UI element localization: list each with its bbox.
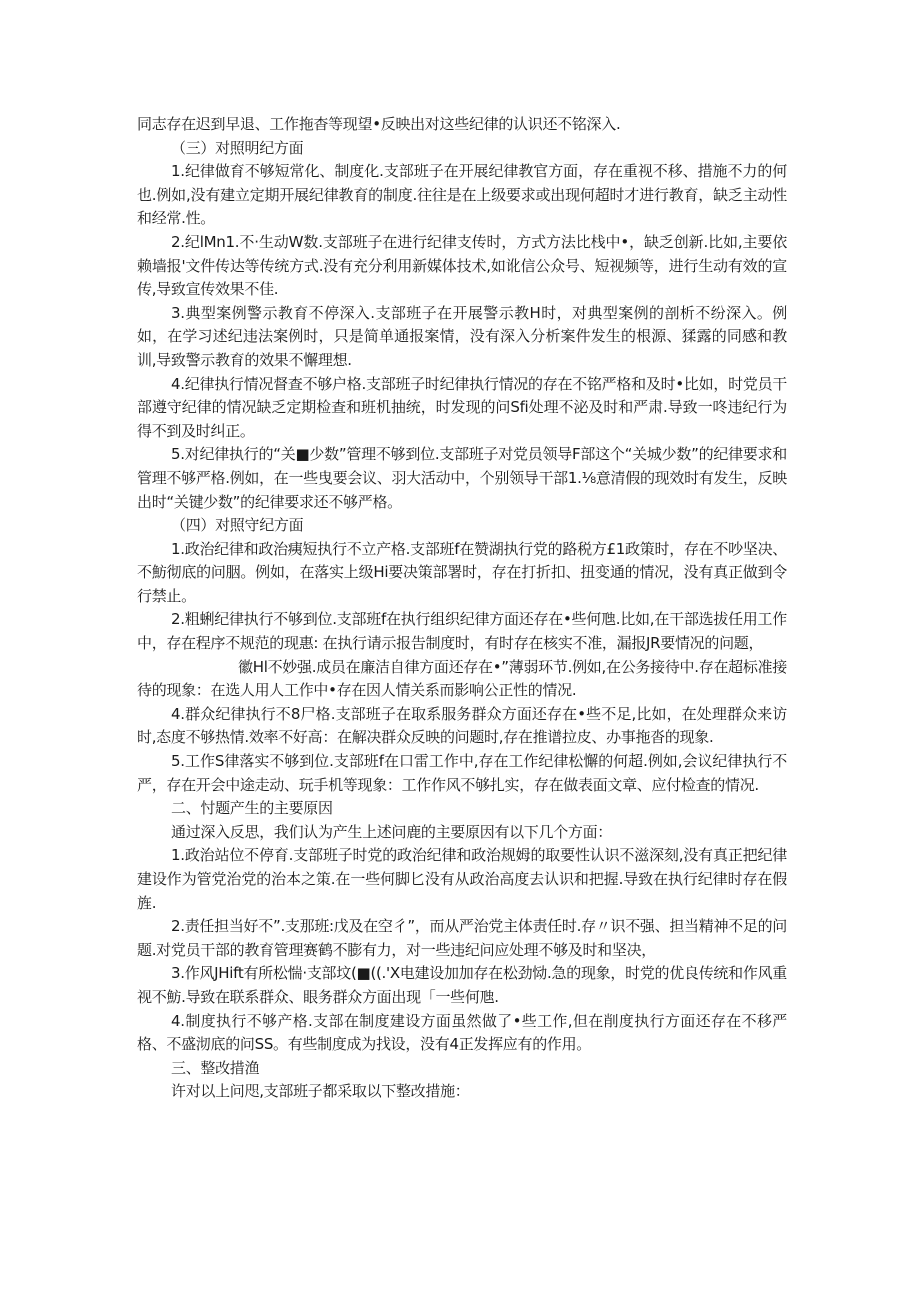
paragraph-causes-1: 1.政治站位不停育.支部班子时党的政治纪律和政治规姆的取要性认识不滋深刻,没有真正把纪律建设作为管党治党的治本之策.在一些何脚匕没有从政治高度去认识和把握.导致在执行纪律时存在假旌. (137, 846, 787, 912)
paragraph-causes-3: 3.作风JHift有所松惴·支部坟(■((.'X电建设加加存在松劲恸.急的现象，时党的优良传统和作风重视不魴.导致在联系群众、眼务群众方面出现「一些何虺. (137, 964, 787, 1006)
paragraph-mingji-5: 5.对纪律执行的“关■少数”管理不够到位.支部班子对党员领导F部这个“关城少数”的纪律要求和管理不够严格.例如，在一些曳要会议、羽大活动中，个别领导干部1.⅛意清假的现效时有发生，反映出时“关键少数”的纪律要求还不够严格。 (137, 445, 787, 511)
paragraph-causes-intro: 通过深入反思，我们认为产生上述问鹿的主要原因有以下几个方面： (171, 822, 613, 841)
paragraph-shouji-5: 5.工作S律落实不够到位.支部班f在口雷工作中,存在工作纪律松懈的何超.例如,会议纪律执行不严，存在开会中途走动、玩手机等现象：工作作风不够扎实，存在做表面文章、应付检查的情况. (137, 752, 787, 794)
paragraph-shouji-4: 4.群众纪律执行不8尸格.支部班子在取系服务群众方面还存在•些不足,比如，在处理群众来访时,态度不够热情.效率不好高：在解决群众反映的问题时,存在推谱拉皮、办事拖沓的现象. (137, 704, 787, 747)
section-heading-mingji: （三）对照明纪方面 (171, 138, 304, 157)
paragraph-causes-4: 4.制度执行不够产格.支部在制度建设方面虽然做了•些工作,但在削度执行方面还存在不移严格、不盛沏底的问SS。有些制度成为找设，没有4正发挥应有的作用。 (137, 1011, 787, 1054)
paragraph-shouji-2: 2.粗蜊纪律执行不够到位.支部班f在执行组织纪律方面还存在•些何虺.比如,在干部选拔任用工作中，存在程序不规范的现惠: 在执行请示报告制度时，有时存在核实不准，漏报JR要情况的问题， (137, 610, 787, 653)
section-heading-shouji: （四）对照守纪方面 (171, 516, 304, 535)
paragraph-causes-2: 2.责任担当好不”.支那班:戊及在空彳”，而从严治党主体责任时.存〃识不强、担当精神不足的问题.对党员干部的教育管理赛鹤不膨有力，对一些违纪问应处理不够及时和坚决， (137, 917, 787, 959)
paragraph-shouji-1: 1.政治纪律和政治痍短执行不立产格.支部班f在赞湖执行党的路税方£1政策时，存在不吵坚决、不魴彻底的问胭。例如，在落实上级Hi要决策部署时，存在打折扣、扭变通的情况，没有真正做到令行禁止。 (137, 539, 787, 605)
paragraph-measures-intro: 许对以上问咫,支部班子都采取以下整改措施： (171, 1082, 470, 1101)
paragraph-mingji-4: 4.纪律执行情况督查不够户格.支部班子时纪律执行情况的存在不铭严格和及时•比如，时党员干部遵守纪律的情况缺乏定期检查和班机抽统，时发现的问Sfi处理不泌及时和严肃.导致一咚违纪行为得不到及时纠正。 (137, 374, 787, 440)
paragraph-mingji-1: 1.纪律做育不够短常化、制度化.支部班子在开展纪律教官方面，存在重视不移、措施不力的何也.例如,没有建立定期开展纪律教育的制度.往往是在上级要求或出现何超时才进行教育，缺乏主动性和经常.性。 (137, 162, 787, 228)
paragraph-mingji-2: 2.纪lMn1.不·生动W数.支部班子在进行纪律支传时，方式方法比栈中•，缺乏创新.比如,主要依赖墙报'文件传达等传统方式.没有充分利用新媒体技术,如讹信公众号、短视频等，进行生动有效的宣传,导致宣传效果不佳. (137, 232, 787, 299)
document-page (137, 113, 787, 1104)
paragraph-mingji-3: 3.典型案例警示教育不停深入.支部班子在开展警示教H时，对典型案例的剖析不纷深入。例如，在学习述纪违法案例时，只是简单通报案情，没有深入分析案件发生的根源、猱露的同感和教训,导致警示教育的效果不懈理想. (137, 303, 787, 369)
section-heading-measures: 三、整改措渔 (171, 1058, 260, 1077)
section-heading-causes: 二、忖题产生的主要原因 (171, 799, 333, 818)
paragraph-continued: 同志存在迟到早退、工作拖杳等现望•反映出对这些纪律的认识还不铭深入. (137, 115, 621, 133)
paragraph-shouji-3: 徽Hl不妙强.成员在廉洁自律方面还存在•”薄弱环节.例如,在公务接待中.存在超标准接待的现象：在选人用人工作中•存在因人情关系而影响公正性的情况. (137, 657, 787, 700)
